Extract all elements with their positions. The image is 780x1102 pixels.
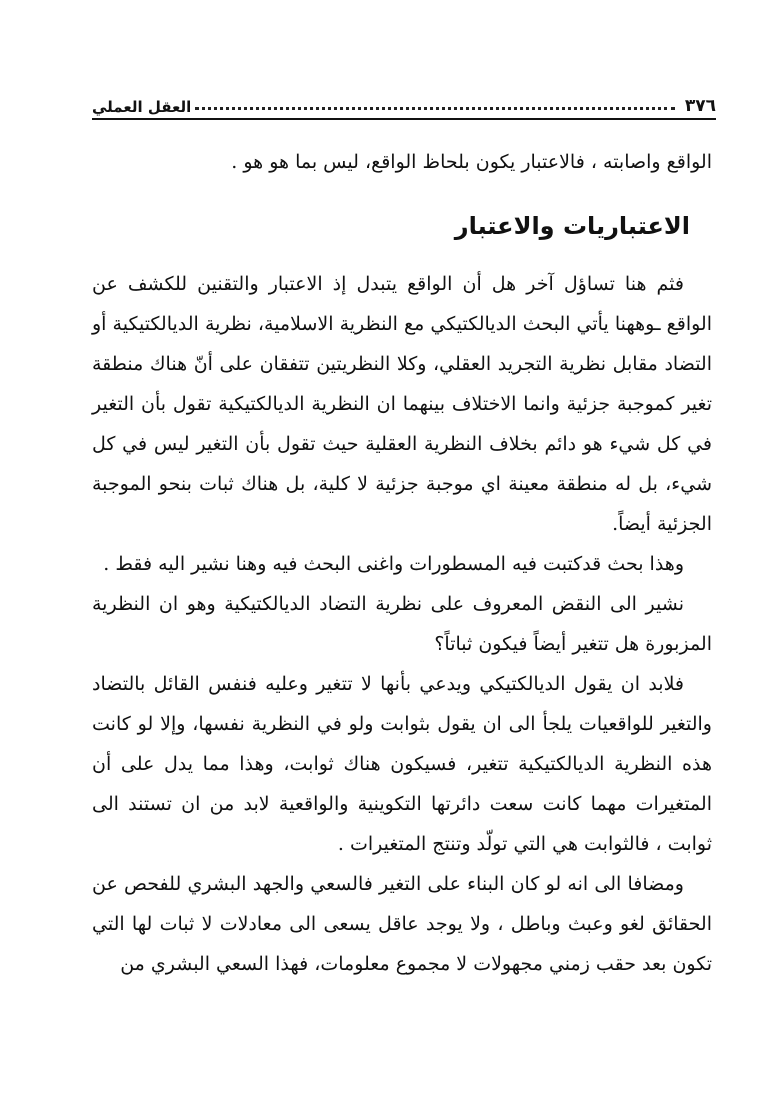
paragraph: نشير الى النقض المعروف على نظرية التضاد الديالكتيكية وهو ان النظرية المزبورة هل تتغير أيضاً فيكون ثباتاً؟ (92, 593, 712, 655)
paragraph: فثم هنا تساؤل آخر هل أن الواقع يتبدل إذ الاعتبار والتقنين للكشف عن الواقع ـوههنا يأتي البحث الديالكتيكي مع النظرية الاسلامية، نظرية الديالكتيكية أو التضاد مقابل نظرية التجريد العقلي، وكلا النظريتين تتفقان على أنّ هناك منطقة تغير كموجبة جزئية وانما الاختلاف بينهما ان النظرية الديالكتيكية تقول بأن التغير في كل شيء هو دائم بخلاف النظرية العقلية حيث تقول بأن التغير ليس في كل شيء، بل له منطقة معينة اي موجبة جزئية لا كلية، بل هناك ثبات بنحو الموجبة الجزئية أيضاً. (92, 273, 712, 535)
paragraph: فلابد ان يقول الديالكتيكي ويدعي بأنها لا تتغير وعليه فنفس القائل بالتضاد والتغير للواقعيات يلجأ الى ان يقول بثوابت ولو في النظرية نفسها، وإلا لو كانت هذه النظرية الديالكتيكية تتغير، فسيكون هناك ثوابت، وهذا مما يدل على أن المتغيرات مهما كانت سعت دائرتها التكوينية والواقعية لابد من ان تستند الى ثوابت ، فالثوابت هي التي تولّد وتنتج المتغيرات . (92, 673, 712, 855)
running-header (92, 86, 716, 116)
paragraph-continuation: الواقع واصابته ، فالاعتبار يكون بلحاظ الواقع، ليس بما هو هو . (231, 151, 712, 173)
running-title: العقل العملي (92, 98, 192, 116)
paragraph: وهذا بحث قدكتبت فيه المسطورات واغنى البحث فيه وهنا نشير اليه فقط . (103, 553, 684, 575)
header-rule (92, 118, 716, 120)
section-heading: الاعتباريات والاعتبار (454, 212, 690, 240)
page-number: ٣٧٦ (684, 96, 716, 116)
page-body (92, 142, 712, 984)
paragraph: ومضافا الى انه لو كان البناء على التغير فالسعي والجهد البشري للفحص عن الحقائق لغو وعبث وباطل ، ولا يوجد عاقل يسعى الى معادلات لا ثبات لها التي تكون بعد حقب زمني مجهولات لا مجموع معلومات، فهذا السعي البشري من (92, 873, 712, 975)
header-dotted-leader (195, 107, 675, 110)
